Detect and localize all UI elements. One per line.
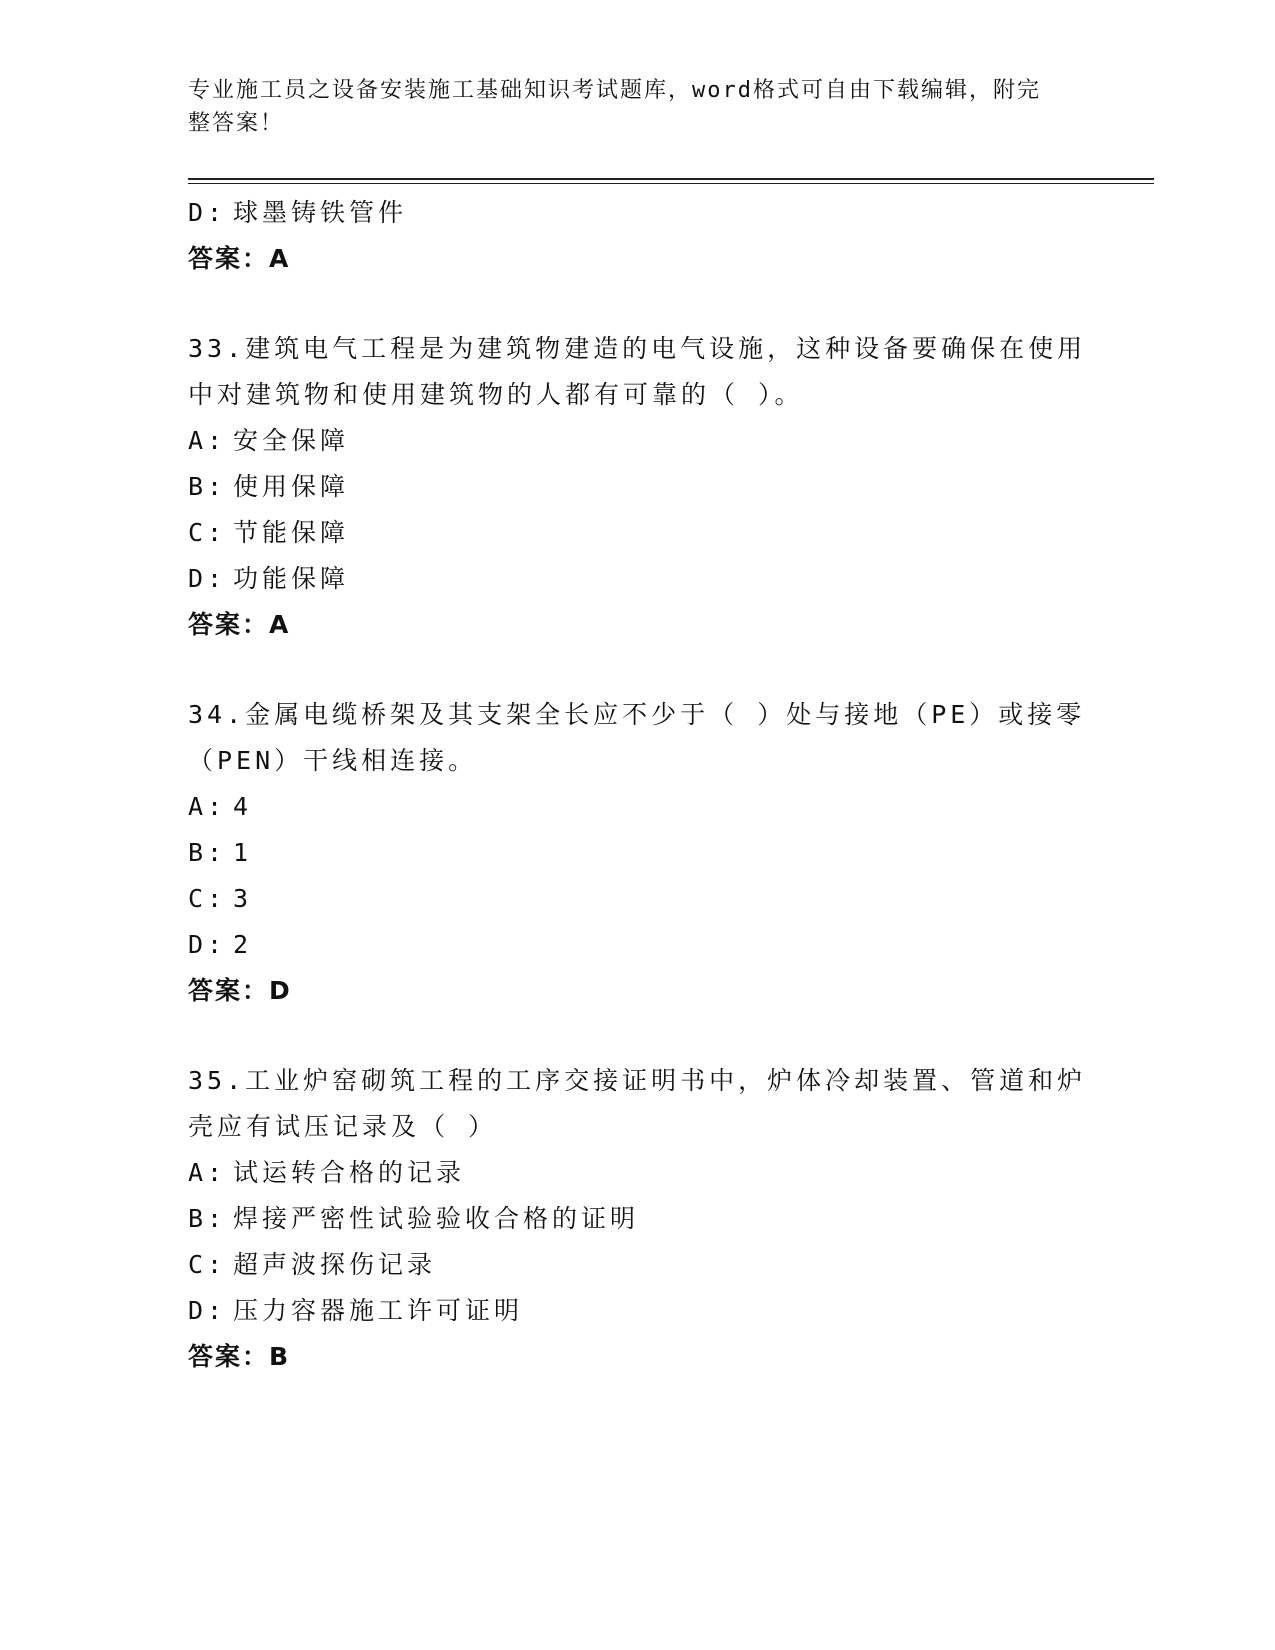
option-key: D: [188,1296,227,1325]
option-key: B: [188,1204,227,1233]
option-key: A: [188,1158,227,1187]
question-stem-line-2: 中对建筑物和使用建筑物的人都有可靠的（ ）。 [188,380,804,409]
option-text: 安全保障 [233,426,350,455]
option-text: 节能保障 [233,518,350,547]
answer-line: 答案：A [188,610,291,639]
option-row [188,1196,1088,1242]
question-33 [188,326,1088,648]
option-key: B: [188,838,227,867]
option-text: 2 [233,930,253,959]
question-34 [188,692,1088,1014]
option-text: 超声波探伤记录 [233,1250,437,1279]
question-stem-line-2: （PEN）干线相连接。 [188,746,478,775]
option-text: 1 [233,838,253,867]
option-key: C: [188,518,227,547]
spacer [188,282,1088,326]
option-text: 使用保障 [233,472,350,501]
question-stem-line-2: 壳应有试压记录及（ ） [188,1112,498,1141]
answer-line: 答案：D [188,976,292,1005]
answer-line: 答案：B [188,1342,291,1371]
document-body [188,190,1088,1380]
option-key: D: [188,930,227,959]
option-text: 压力容器施工许可证明 [233,1296,524,1325]
option-text: 试运转合格的记录 [233,1158,466,1187]
answer-line: 答案：A [188,244,291,273]
document-header [188,74,1068,140]
header-line-1: 专业施工员之设备安装施工基础知识考试题库，word格式可自由下载编辑，附完 [188,78,1041,103]
option-key: A: [188,426,227,455]
option-row [188,418,1088,464]
header-divider-thin [188,183,1154,184]
option-row [188,464,1088,510]
option-key: B: [188,472,227,501]
option-text: 4 [233,792,253,821]
option-row [188,510,1088,556]
question-35 [188,1058,1088,1380]
option-row [188,1150,1088,1196]
question-stem-line-1: 34.金属电缆桥架及其支架全长应不少于（ ）处与接地（PE）或接零 [188,700,1086,729]
option-row [188,784,1088,830]
spacer [188,1014,1088,1058]
option-key: C: [188,884,227,913]
spacer [188,648,1088,692]
option-row [188,830,1088,876]
option-row [188,922,1088,968]
option-text: 3 [233,884,253,913]
header-line-2: 整答案！ [188,111,285,136]
option-row [188,876,1088,922]
option-key: D: [188,198,227,227]
option-key: C: [188,1250,227,1279]
option-row [188,1242,1088,1288]
option-key: D: [188,564,227,593]
header-divider-thick [188,178,1154,180]
question-stem-line-1: 33.建筑电气工程是为建筑物建造的电气设施，这种设备要确保在使用 [188,334,1087,363]
option-text: 焊接严密性试验验收合格的证明 [233,1204,640,1233]
option-text: 球墨铸铁管件 [233,198,408,227]
option-text: 功能保障 [233,564,350,593]
option-row [188,190,1088,236]
option-row [188,556,1088,602]
option-key: A: [188,792,227,821]
option-row [188,1288,1088,1334]
question-stem-line-1: 35.工业炉窑砌筑工程的工序交接证明书中，炉体冷却装置、管道和炉 [188,1066,1087,1095]
